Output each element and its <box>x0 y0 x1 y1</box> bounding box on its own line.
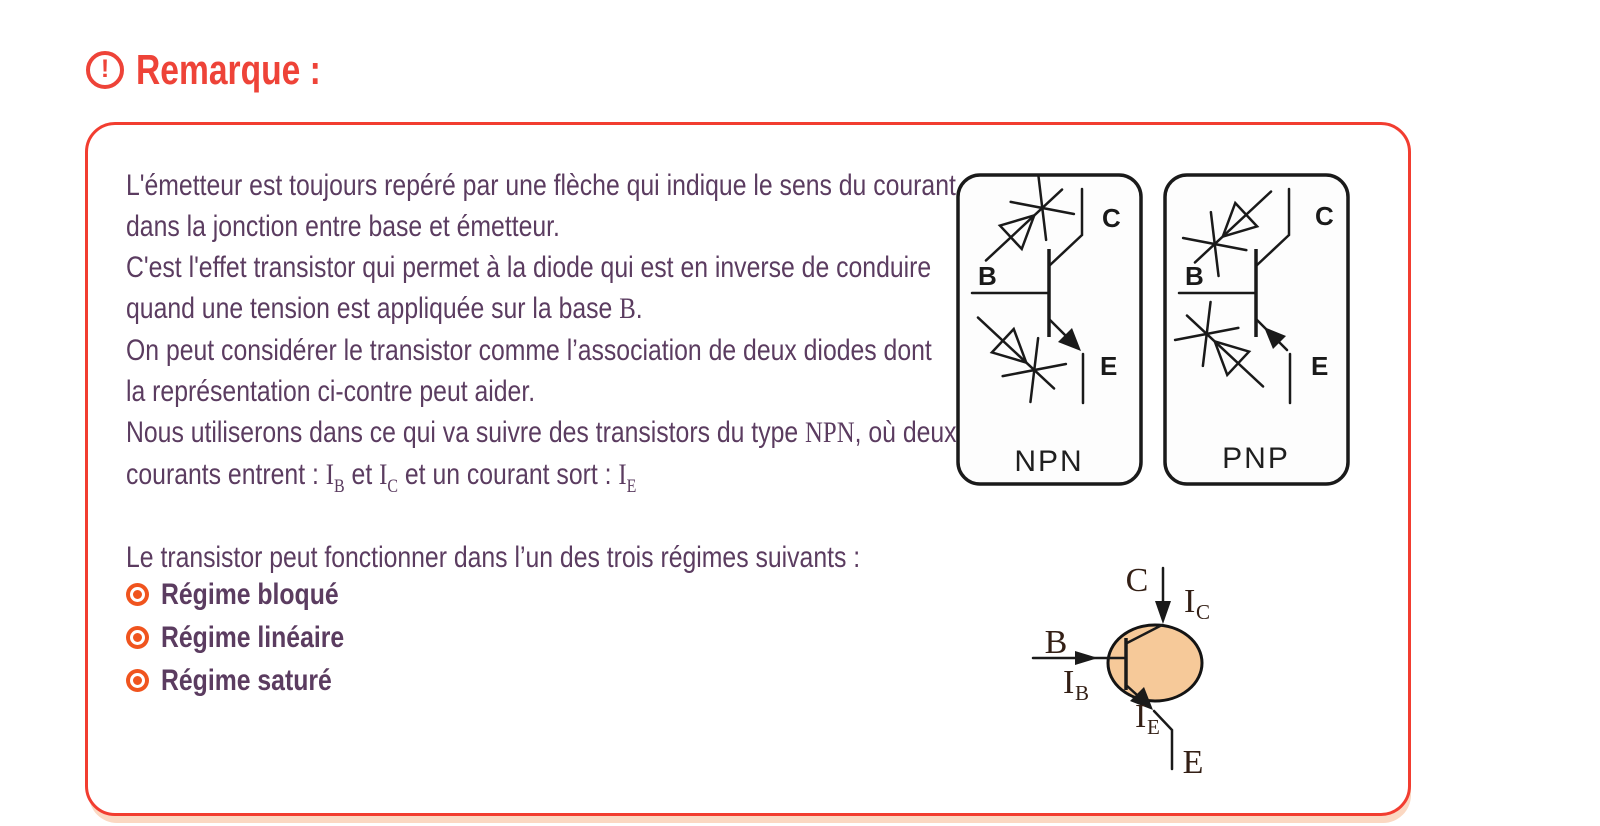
list-item <box>124 616 379 659</box>
base-label: B <box>1044 624 1068 661</box>
npn-e-label: E <box>1100 351 1118 381</box>
base-b-symbol: B <box>619 293 636 325</box>
regime-label: Régime bloqué <box>161 577 339 611</box>
exclamation-circle-icon <box>86 51 124 89</box>
npn-b-label: B <box>978 261 997 291</box>
pnp-b-label: B <box>1185 261 1204 291</box>
paragraph-line: courants entrent : $I_B$ et $I_C$ et un courant sort : $I_E$ <box>126 458 637 497</box>
paragraph-line: L'émetteur est toujours repéré par une flèche qui indique le sens du courant <box>126 169 956 202</box>
npn-type-label: NPN <box>1014 445 1084 478</box>
ie-label: I <box>1135 698 1147 735</box>
pnp-diode-diagram <box>1163 173 1350 486</box>
heading-title: Remarque : <box>136 46 321 93</box>
emitter-label: E <box>1182 744 1204 781</box>
bullseye-bullet-icon <box>130 630 145 645</box>
paragraph-line: Nous utiliserons dans ce qui va suivre des transistors du type NPN, où deux <box>126 416 957 449</box>
ie-sub-label: E <box>1147 715 1160 739</box>
remark-heading <box>86 46 367 94</box>
base-current-arrow-icon <box>1075 651 1098 665</box>
transistor-body <box>1108 625 1202 701</box>
paragraph-line: la représentation ci-contre peut aider. <box>126 375 536 408</box>
current-ie-symbol: I <box>618 459 627 491</box>
paragraph-line: quand une tension est appliquée sur la base B. <box>126 292 643 325</box>
list-item <box>124 573 379 616</box>
regimes-list <box>124 573 379 702</box>
bullseye-bullet-icon <box>130 673 145 688</box>
ic-label: I <box>1184 583 1196 620</box>
npn-symbol: NPN <box>805 417 855 449</box>
regimes-intro: Le transistor peut fonctionner dans l’un des trois régimes suivants : <box>126 541 861 574</box>
regime-label: Régime saturé <box>161 663 332 697</box>
list-item <box>124 659 379 702</box>
pnp-e-label: E <box>1311 351 1329 381</box>
bullseye-bullet-icon <box>130 587 145 602</box>
exclamation-glyph: ! <box>100 54 110 83</box>
ib-label: I <box>1063 664 1075 701</box>
npn-c-label: C <box>1102 203 1121 233</box>
ib-sub-label: B <box>1075 681 1090 705</box>
regime-label: Régime linéaire <box>161 620 345 654</box>
collector-current-arrow-icon <box>1155 601 1171 624</box>
npn-diode-diagram <box>956 173 1143 486</box>
paragraph-line: dans la jonction entre base et émetteur. <box>126 210 560 243</box>
ic-sub-label: C <box>1196 600 1211 624</box>
collector-label: C <box>1125 562 1149 599</box>
transistor-current-diagram <box>988 541 1228 786</box>
paragraph-line: C'est l'effet transistor qui permet à la diode qui est en inverse de conduire <box>126 251 932 284</box>
current-ic-symbol: I <box>379 459 388 491</box>
pnp-type-label: PNP <box>1222 442 1290 475</box>
pnp-c-label: C <box>1315 201 1334 231</box>
current-ib-symbol: I <box>325 459 334 491</box>
paragraph-line: On peut considérer le transistor comme l’association de deux diodes dont <box>126 334 932 367</box>
note-box <box>85 122 1411 816</box>
